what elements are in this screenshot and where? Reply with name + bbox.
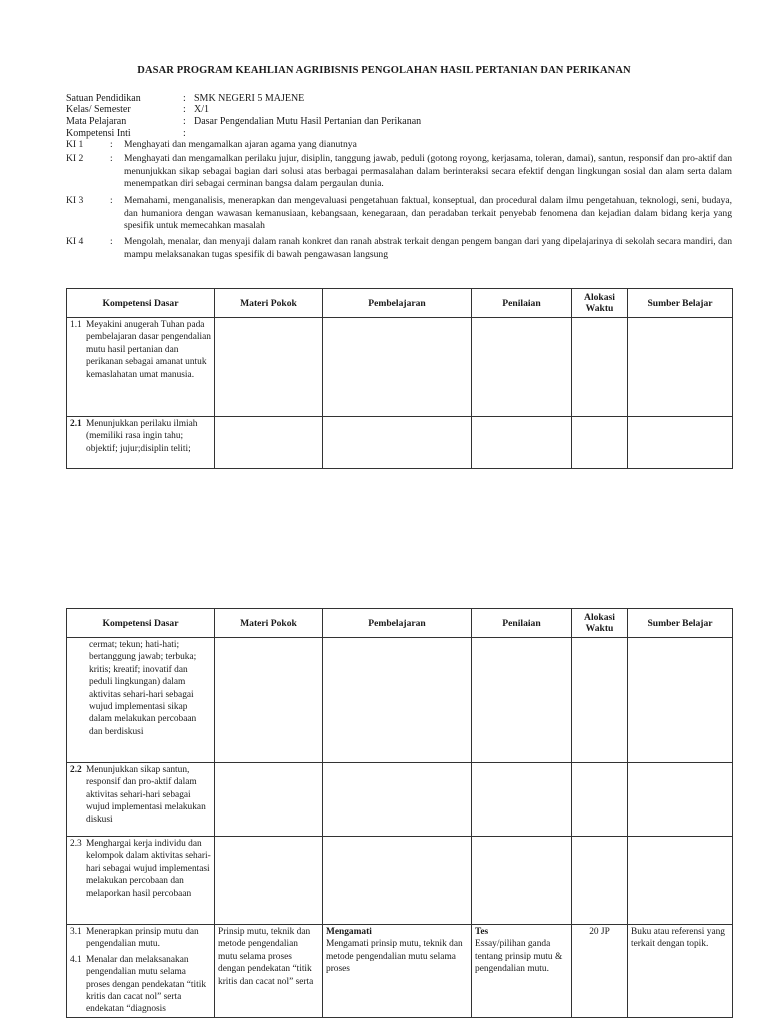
table-header-row [67,609,733,638]
ki-text: Memahami, menganalisis, menerapkan dan mengevaluasi pengetahuan faktual, konseptual, dan procedural dalam ilmu pengetahuan, teknologi, seni, budaya, dan humaniora dengan wawasan kemanusiaan, kebangsaan, kenegaraan, dan peradaban terkait penyebab fenomena dan kejadian dalam bidang kerja yang spesifik untuk memecahkan masalah [124,195,732,231]
info-colon: : [183,104,186,115]
penilaian-cell [472,638,572,763]
alokasi-cell [572,837,628,925]
materi-cell [215,763,323,837]
kd-number: 2.1 [70,419,82,429]
kd-continued-text: cermat; tekun; hati-hati; bertanggung jawab; terbuka; kritis; kreatif; inovatif dan peduli lingkungan) dalam aktivitas sehari-hari sebagai wujud implementasi sikap dalam melakukan percobaan dan berdiskusi [89,640,197,737]
sumber-cell [628,417,733,469]
penilaian-cell [472,318,572,417]
header-materi-pokok: Materi Pokok [215,609,323,638]
info-label: Kompetensi Inti [66,128,131,139]
ki-text: Menghayati dan mengamalkan perilaku jujur, disiplin, tanggung jawab, peduli (gotong royong, kerjasama, toleran, damai), santun, responsif dan pro-aktif dan menunjukkan sikap sebagai bagian dari solusi atas berbagai permasalahan dalam berinteraksi secara efektif dengan lingkungan sosial dan alam serta dalam menempatkan diri sebagai cerminan bangsa dalam pergaulan dunia. [124,153,732,189]
header-sumber-belajar: Sumber Belajar [628,289,733,318]
header-penilaian: Penilaian [472,289,572,318]
kd-number: 4.1 [70,954,82,965]
sumber-cell [628,763,733,837]
info-colon: : [183,128,186,139]
table-header-row [67,289,733,318]
penilaian-cell [472,837,572,925]
pembelajaran-heading: Mengamati [326,927,372,937]
kd-number: 2.3 [70,839,82,849]
kd-number: 1.1 [70,320,82,330]
header-alokasi-waktu: Alokasi Waktu [572,289,628,318]
ki-colon: : [110,153,113,164]
header-kompetensi-dasar: Kompetensi Dasar [67,609,215,638]
info-colon: : [183,116,186,127]
kd-cell [67,318,215,417]
ki-text: Mengolah, menalar, dan menyaji dalam ranah konkret dan ranah abstrak terkait dengan pengem bangan dari yang dipelajarinya di sekolah secara mandiri, dan mampu melaksanakan tugas spesifik di bawah pengawasan langsung [124,236,732,260]
kd-cell [67,925,215,1018]
materi-text: Prinsip mutu, teknik dan metode pengendalian mutu selama proses dengan pendekatan “titik kritis dan cacat nol” serta [218,927,314,987]
pembelajaran-cell [323,318,472,417]
info-value: Dasar Pengendalian Mutu Hasil Pertanian dan Perikanan [194,116,422,127]
sumber-cell [628,318,733,417]
kd-text: Menghargai kerja individu dan kelompok dalam aktivitas sehari-hari sebagai wujud implementasi melakukan percobaan dan melaporkan hasil percobaan [86,839,211,899]
header-pembelajaran: Pembelajaran [323,289,472,318]
sumber-text: Buku atau referensi yang terkait dengan topik. [631,927,725,950]
kd-text: Meyakini anugerah Tuhan pada pembelajaran dasar pengendalian mutu hasil pertanian dan perikanan sebagai amanat untuk kemaslahatan umat manusia. [86,320,211,380]
kd-text: Menalar dan melaksanakan pengendalian mutu selama proses dengan pendekatan “titik kritis dan cacat nol” serta endekatan “diagnosis [86,954,207,1015]
penilaian-text: Essay/pilihan ganda tentang prinsip mutu & pengendalian mutu. [475,939,563,975]
ki-colon: : [110,195,113,206]
pembelajaran-cell [323,763,472,837]
info-label: Mata Pelajaran [66,116,127,127]
pembelajaran-cell [323,925,472,1018]
materi-cell [215,417,323,469]
alokasi-cell [572,638,628,763]
sumber-cell [628,925,733,1018]
header-kompetensi-dasar: Kompetensi Dasar [67,289,215,318]
pembelajaran-text: Mengamati prinsip mutu, teknik dan metode pengendalian mutu selama proses [326,939,463,975]
header-materi-pokok: Materi Pokok [215,289,323,318]
kd-text: Menunjukkan sikap santun, responsif dan pro-aktif dalam aktivitas sehari-hari sebagai wujud implementasi melakukan diskusi [86,765,206,825]
materi-cell [215,837,323,925]
materi-cell [215,638,323,763]
alokasi-cell [572,925,628,1018]
info-label: Kelas/ Semester [66,104,131,115]
sumber-cell [628,638,733,763]
sumber-cell [628,837,733,925]
info-value: X/1 [194,104,209,115]
penilaian-cell [472,417,572,469]
document-title: DASAR PROGRAM KEAHLIAN AGRIBISNIS PENGOLAHAN HASIL PERTANIAN DAN PERIKANAN [137,65,631,76]
kd-text: Menerapkan prinsip mutu dan pengendalian mutu. [86,927,199,950]
ki-label: KI 2 [66,153,84,164]
kd-number: 3.1 [70,927,82,937]
pembelajaran-cell [323,417,472,469]
penilaian-cell [472,925,572,1018]
alokasi-value: 20 JP [589,927,610,937]
table-row [67,837,733,925]
kd-cell [67,638,215,763]
header-alokasi-waktu: Alokasi Waktu [572,609,628,638]
table-row [67,417,733,469]
table-row [67,763,733,837]
info-value: SMK NEGERI 5 MAJENE [194,93,305,104]
materi-cell [215,318,323,417]
info-label: Satuan Pendidikan [66,93,141,104]
materi-cell [215,925,323,1018]
kd-cell [67,417,215,469]
pembelajaran-cell [323,837,472,925]
alokasi-cell [572,763,628,837]
table-row [67,925,733,1018]
ki-label: KI 4 [66,236,84,247]
ki-colon: : [110,236,113,247]
pembelajaran-cell [323,638,472,763]
penilaian-heading: Tes [475,927,489,937]
info-colon: : [183,93,186,104]
table-row [67,318,733,417]
ki-label: KI 1 [66,139,84,150]
syllabus-table-2 [66,608,733,1018]
ki-label: KI 3 [66,195,84,206]
syllabus-table-1 [66,288,733,469]
header-penilaian: Penilaian [472,609,572,638]
kd-cell [67,837,215,925]
ki-text: Menghayati dan mengamalkan ajaran agama yang dianutnya [124,139,357,150]
kd-cell [67,763,215,837]
alokasi-cell [572,417,628,469]
table-row [67,638,733,763]
ki-colon: : [110,139,113,150]
kd-text: Menunjukkan perilaku ilmiah (memiliki rasa ingin tahu; objektif; jujur;disiplin teliti; [86,419,198,454]
alokasi-cell [572,318,628,417]
header-pembelajaran: Pembelajaran [323,609,472,638]
header-sumber-belajar: Sumber Belajar [628,609,733,638]
kd-number: 2.2 [70,765,82,775]
penilaian-cell [472,763,572,837]
